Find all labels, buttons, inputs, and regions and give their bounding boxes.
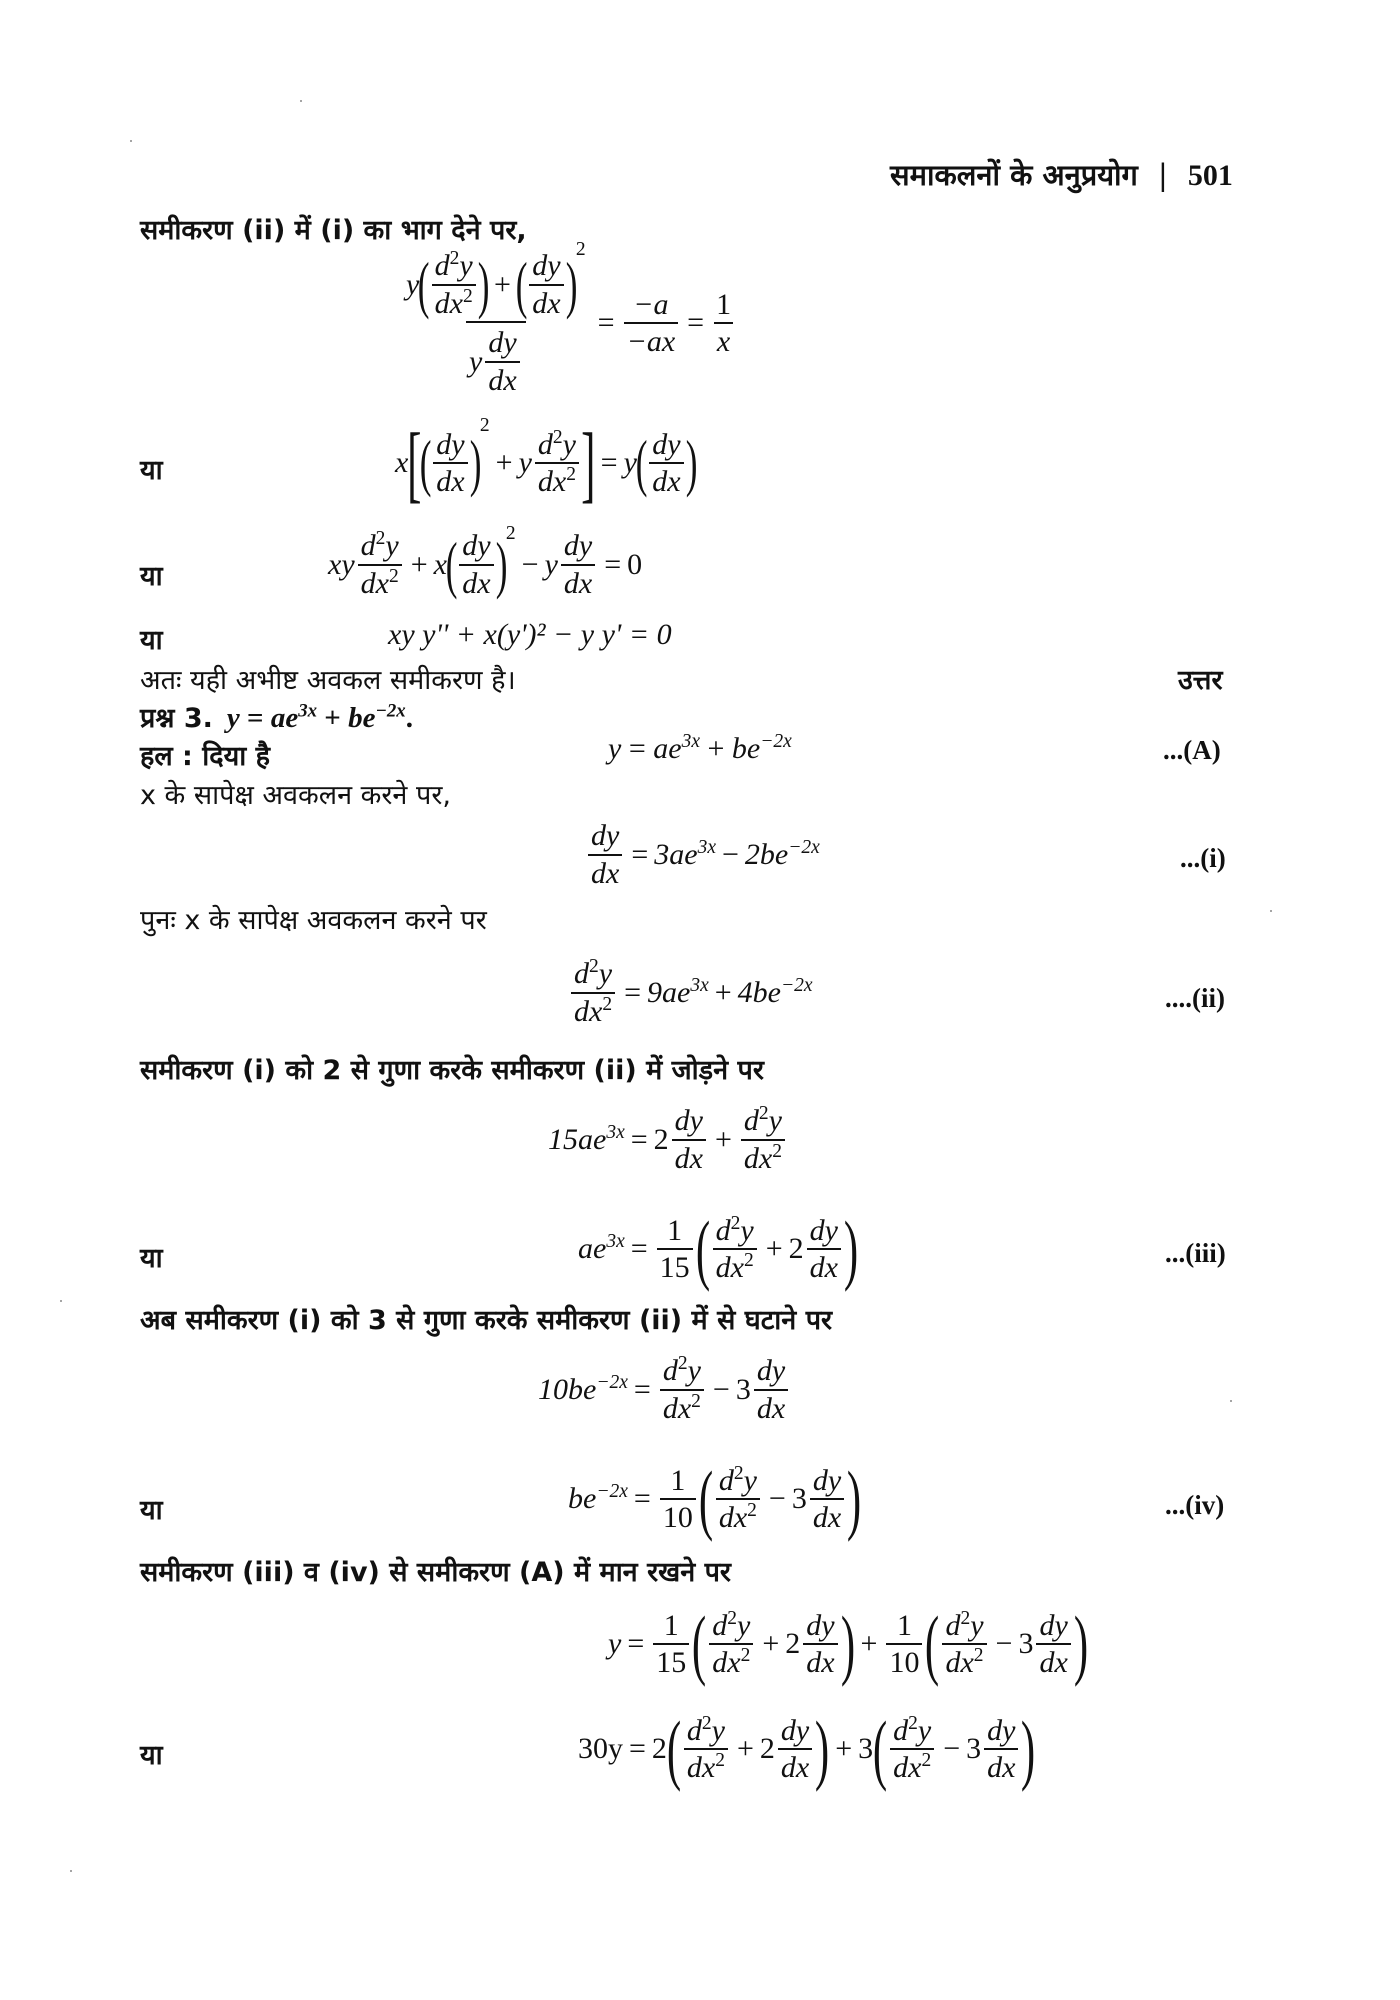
label-ii: ....(ii): [1165, 983, 1225, 1013]
label-iv: ...(iv): [1165, 1490, 1225, 1520]
equation-i: $\frac{dy}{dx}$ = $3ae^{3x}$ − $2be^{-2x}$: [585, 820, 820, 889]
question-3: प्रश्न 3. $y = ae^{3x} + be^{-2x}$.: [140, 698, 413, 735]
label-iii: ...(iii): [1165, 1238, 1226, 1268]
text-or-6: या: [140, 1740, 163, 1771]
answer-label: उत्तर: [1178, 665, 1223, 696]
text-or-1: या: [140, 455, 163, 486]
page-number: 501: [1187, 159, 1233, 192]
scan-speck: [60, 1300, 62, 1302]
equation-e2: x [ ( $\frac{dy}{dx}$ ) 2 + y $\frac{d^2y}{dx^2}$ ] = y ( $\frac{dy}{dx}$ ): [395, 415, 698, 511]
equation-iii: $ae^{3x}$ = $\frac{1}{15}$ ( $\frac{d^2y}{dx^2}$ + 2 $\frac{dy}{dx}$ ): [578, 1205, 859, 1292]
chapter-title: समाकलनों के अनुप्रयोग: [890, 158, 1138, 192]
scan-speck: [130, 140, 132, 142]
equation-e3: xy $\frac{d^2y}{dx^2}$ + x ( $\frac{dy}{dx}$ ) 2 − y $\frac{dy}{dx}$ = 0: [328, 523, 643, 600]
text-or-5: या: [140, 1495, 163, 1526]
equation-e6: $10be^{-2x}$ = $\frac{d^2y}{dx^2}$ − 3 $\frac{dy}{dx}$: [538, 1355, 791, 1424]
scan-speck: [300, 100, 302, 102]
equation-e5: $15ae^{3x}$ = 2 $\frac{dy}{dx}$ + $\frac{d^2y}{dx^2}$: [548, 1105, 788, 1174]
scan-speck: [1270, 910, 1272, 912]
text-diff-again: पुनः x के सापेक्ष अवकलन करने पर: [140, 905, 487, 936]
equation-ii: $\frac{d^2y}{dx^2}$ = $9ae^{3x}$ + $4be^{-2x}$: [568, 958, 813, 1027]
running-header: [890, 155, 1233, 194]
equation-A: $y = ae^{3x} + be^{-2x}$: [608, 731, 792, 765]
text-diff-wrt-x: x के सापेक्ष अवकलन करने पर,: [140, 780, 451, 811]
scan-speck: [1230, 1400, 1232, 1402]
question-label: प्रश्न 3.: [140, 703, 213, 734]
text-multiply-2-add: समीकरण (i) को 2 से गुणा करके समीकरण (ii) में जोड़ने पर: [140, 1055, 764, 1086]
label-A: ...(A): [1163, 735, 1221, 765]
text-or-4: या: [140, 1243, 163, 1274]
scan-speck: [70, 1870, 72, 1872]
text-or-3: या: [140, 625, 163, 656]
header-separator: |: [1157, 158, 1168, 192]
equation-e4: xy y'' + x(y')² − y y' = 0: [388, 618, 672, 651]
equation-e7: y = $\frac{1}{15}$ ( $\frac{d^2y}{dx^2}$ + 2 $\frac{dy}{dx}$ ) + $\frac{1}{10}$ ( $\frac{d^2y}{dx^2}$ − 3 $\frac{dy}{dx}$ ): [608, 1600, 1088, 1687]
text-divide-intro: समीकरण (ii) में (i) का भाग देने पर,: [140, 215, 527, 246]
text-substitute: समीकरण (iii) व (iv) से समीकरण (A) में मान रखने पर: [140, 1557, 731, 1588]
text-conclusion: अतः यही अभीष्ट अवकल समीकरण है।: [140, 665, 516, 696]
solution-label: हल : दिया है: [140, 741, 270, 772]
equation-e8: 30y = 2 ( $\frac{d^2y}{dx^2}$ + 2 $\frac{dy}{dx}$ ) + 3 ( $\frac{d^2y}{dx^2}$ − 3 $\frac{dy}{dx}$ ): [578, 1705, 1036, 1792]
equation-iv: $be^{-2x}$ = $\frac{1}{10}$ ( $\frac{d^2y}{dx^2}$ − 3 $\frac{dy}{dx}$ ): [568, 1455, 862, 1542]
text-or-2: या: [140, 561, 163, 592]
label-i: ...(i): [1180, 843, 1226, 873]
text-multiply-3-subtract: अब समीकरण (i) को 3 से गुणा करके समीकरण (ii) में से घटाने पर: [140, 1305, 833, 1336]
equation-e1: y ( $\frac{d^2y}{dx^2}$ ) + ( $\frac{dy}{dx}$ ) 2 y $\frac{dy}{dx}$ = $\frac{-a}{-ax}$ = $\frac{1}{x}$: [400, 250, 737, 396]
